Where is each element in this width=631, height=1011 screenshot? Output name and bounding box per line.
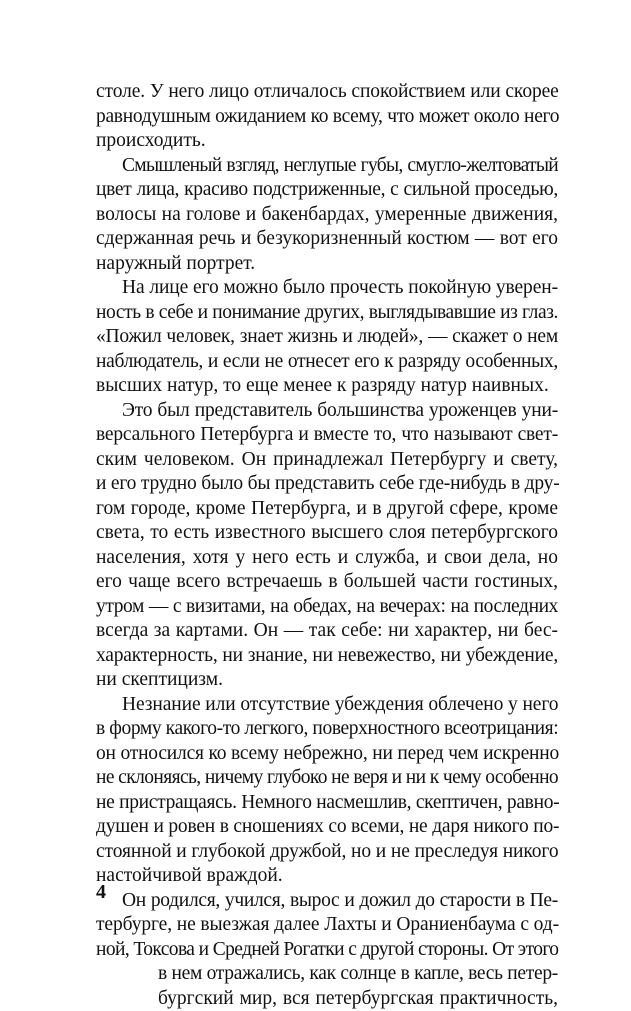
text-line: тербурге, не выезжая далее Лахты и Ораниенбаума с од- bbox=[96, 913, 558, 938]
text-line: не склоняясь, ничему глубоко не веря и ни к чему особенно bbox=[96, 766, 558, 791]
body-text bbox=[96, 80, 558, 1011]
page-number: 4 bbox=[96, 880, 106, 904]
text-line: его чаще всего встречаешь в большей части гостиных, bbox=[96, 570, 558, 595]
text-line: утром — с визитами, на обедах, на вечерах: на последних bbox=[96, 595, 558, 620]
text-line: наружный портрет. bbox=[96, 252, 558, 277]
text-line: столе. У него лицо отличалось спокойствием или скорее bbox=[96, 80, 558, 105]
text-line: волосы на голове и бакенбардах, умеренные движения, bbox=[96, 203, 558, 228]
text-line: ность в себе и понимание других, выглядывавшие из глаз. bbox=[96, 301, 558, 326]
text-line: гом городе, кроме Петербурга, и в другой сфере, кроме bbox=[96, 497, 558, 522]
text-line: настойчивой враждой. bbox=[96, 864, 558, 889]
text-line: Смышленый взгляд, неглупые губы, смугло-желтоватый bbox=[96, 154, 558, 179]
text-line: происходить. bbox=[96, 129, 558, 154]
text-line: версального Петербурга и вместе то, что называют свет- bbox=[96, 423, 558, 448]
text-line: Он родился, учился, вырос и дожил до старости в Пе- bbox=[96, 889, 558, 914]
text-line: На лице его можно было прочесть покойную уверен- bbox=[96, 276, 558, 301]
text-line: стоянной и глубокой дружбой, но и не преследуя никого bbox=[96, 840, 558, 865]
text-line: он относился ко всему небрежно, ни перед чем искренно bbox=[96, 742, 558, 767]
text-line: в нем отражались, как солнце в капле, весь петер- bbox=[158, 962, 558, 987]
text-line: ским человеком. Он принадлежал Петербургу и свету, bbox=[96, 448, 558, 473]
text-line: бургский мир, вся петербургская практичность, bbox=[158, 987, 558, 1011]
text-line: населения, хотя у него есть и служба, и свои дела, но bbox=[96, 546, 558, 571]
text-line: ной, Токсова и Средней Рогатки с другой стороны. От этого bbox=[96, 938, 558, 963]
text-line: Это был представитель большинства уроженцев уни- bbox=[96, 399, 558, 424]
text-line: «Пожил человек, знает жизнь и людей», — скажет о нем bbox=[96, 325, 558, 350]
text-line: Незнание или отсутствие убеждения облечено у него bbox=[96, 693, 558, 718]
text-line: высших натур, то еще менее к разряду натур наивных. bbox=[96, 374, 558, 399]
text-line: всегда за картами. Он — так себе: ни характер, ни бес- bbox=[96, 619, 558, 644]
text-line: характерность, ни знание, ни невежество, ни убеждение, bbox=[96, 644, 558, 669]
text-line: наблюдатель, и если не отнесет его к разряду особенных, bbox=[96, 350, 558, 375]
text-line: цвет лица, красиво подстриженные, с сильной проседью, bbox=[96, 178, 558, 203]
text-line: равнодушным ожиданием ко всему, что может около него bbox=[96, 105, 558, 130]
text-line: душен и ровен в сношениях со всеми, не даря никого по- bbox=[96, 815, 558, 840]
text-line: ни скептицизм. bbox=[96, 668, 558, 693]
text-line: в форму какого-то легкого, поверхностного всеотрицания: bbox=[96, 717, 558, 742]
text-line: света, то есть известного высшего слоя петербургского bbox=[96, 521, 558, 546]
text-line: и его трудно было бы представить себе где-нибудь в дру- bbox=[96, 472, 558, 497]
text-line: сдержанная речь и безукоризненный костюм — вот его bbox=[96, 227, 558, 252]
text-line: не пристращаясь. Немного насмешлив, скептичен, равно- bbox=[96, 791, 558, 816]
